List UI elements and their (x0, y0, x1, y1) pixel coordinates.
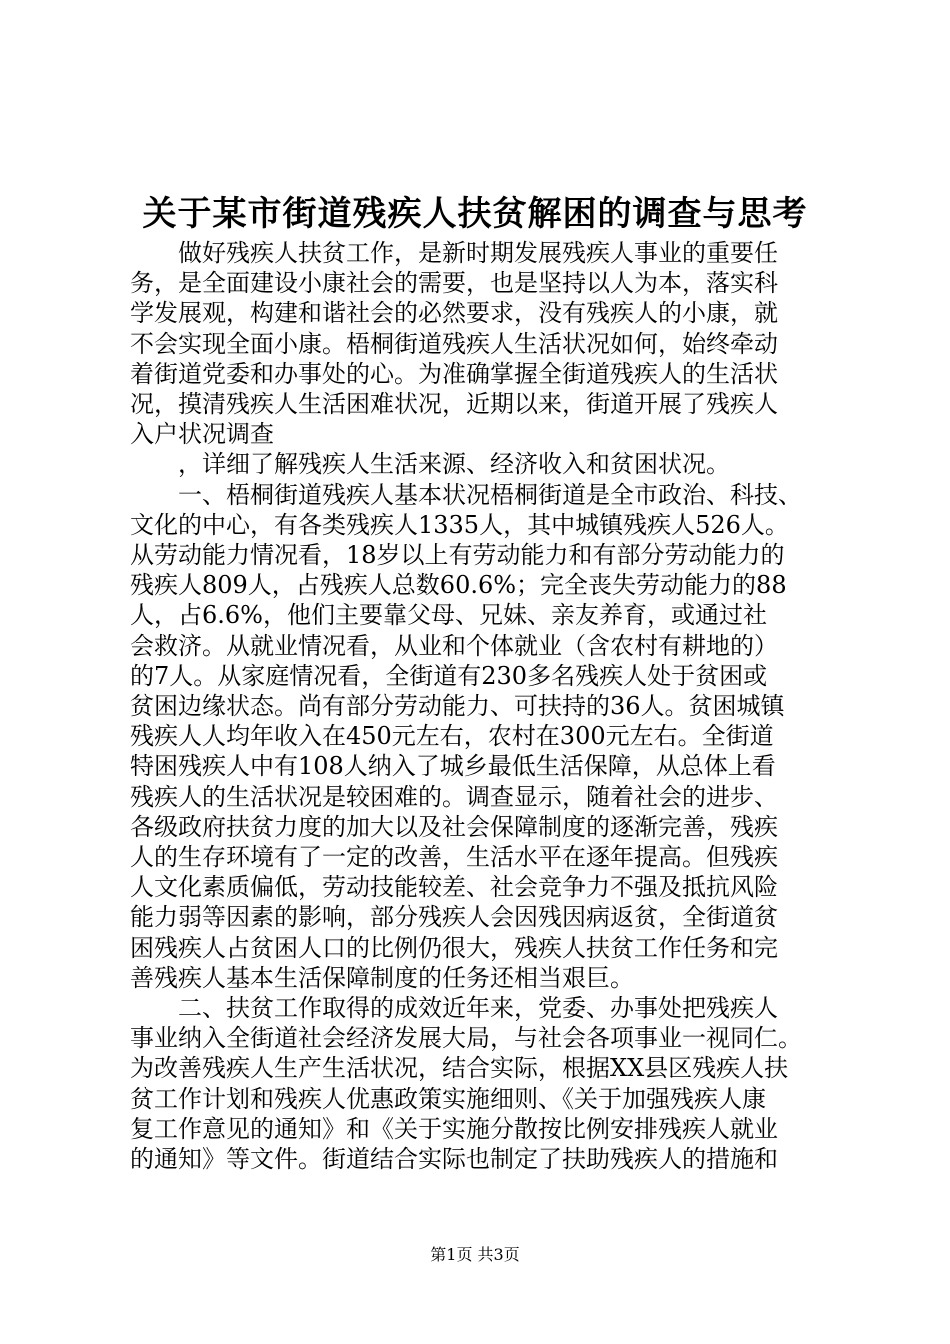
body-line: 人，占6.6%，他们主要靠父母、兄妹、亲友养育，或通过社 (130, 601, 767, 630)
body-line: 的7人。从家庭情况看，全街道有230多名残疾人处于贫困或 (130, 661, 768, 690)
body-line: 贫困边缘状态。尚有部分劳动能力、可扶持的36人。贫困城镇 (130, 692, 785, 720)
body-line: 人的生存环境有了一定的改善，生活水平在逐年提高。但残疾 (130, 843, 778, 871)
document-title: 关于某市街道残疾人扶贫解困的调查与思考 (142, 194, 808, 234)
body-line: 不会实现全面小康。梧桐街道残疾人生活状况如何，始终牵动 (130, 329, 778, 358)
body-line: 残疾人809人，占残疾人总数60.6%；完全丧失劳动能力的88 (130, 571, 787, 600)
body-line: 务，是全面建设小康社会的需要，也是坚持以人为本，落实科 (130, 269, 778, 298)
body-line: 事业纳入全街道社会经济发展大局，与社会各项事业一视同仁。 (130, 1024, 802, 1053)
body-line: 残疾人的生活状况是较困难的。调查显示，随着社会的进步、 (130, 782, 778, 811)
body-line: 善残疾人基本生活保障制度的任务还相当艰巨。 (130, 963, 634, 992)
body-line: 人文化素质偏低，劳动技能较差、社会竞争力不强及抵抗风险 (130, 873, 778, 902)
body-line: 复工作意见的通知》和《关于实施分散按比例安排残疾人就业 (130, 1114, 778, 1143)
body-line: 残疾人人均年收入在450元左右，农村在300元左右。全街道 (130, 722, 774, 751)
body-line: 况，摸清残疾人生活困难状况，近期以来，街道开展了残疾人 (130, 390, 778, 418)
page-footer: 第1页 共3页 (430, 1245, 520, 1264)
body-line: ，详细了解残疾人生活来源、经济收入和贫困状况。 (130, 450, 730, 479)
body-line: 会救济。从就业情况看，从业和个体就业（含农村有耕地的） (130, 631, 778, 660)
body-line: 各级政府扶贫力度的加大以及社会保障制度的逐渐完善，残疾 (130, 812, 778, 841)
body-line: 贫工作计划和残疾人优惠政策实施细则、《关于加强残疾人康 (130, 1084, 766, 1113)
body-line: 一、梧桐街道残疾人基本状况梧桐街道是全市政治、科技、 (130, 480, 802, 509)
body-line: 入户状况调查 (130, 420, 274, 449)
body-line: 的通知》等文件。街道结合实际也制定了扶助残疾人的措施和 (130, 1145, 778, 1173)
body-line: 从劳动能力情况看，18岁以上有劳动能力和有部分劳动能力的 (130, 541, 785, 569)
body-line: 能力弱等因素的影响，部分残疾人会因残因病返贫，全街道贫 (130, 903, 778, 932)
body-line: 困残疾人占贫困人口的比例仍很大，残疾人扶贫工作任务和完 (130, 933, 778, 962)
body-line: 着街道党委和办事处的心。为准确掌握全街道残疾人的生活状 (130, 359, 778, 388)
body-line: 做好残疾人扶贫工作，是新时期发展残疾人事业的重要任 (130, 239, 778, 267)
body-line: 为改善残疾人生产生活状况，结合实际，根据XX县区残疾人扶 (130, 1054, 789, 1083)
body-line: 学发展观，构建和谐社会的必然要求，没有残疾人的小康，就 (130, 299, 778, 328)
body-line: 特困残疾人中有108人纳入了城乡最低生活保障，从总体上看 (130, 752, 776, 781)
body-line: 二、扶贫工作取得的成效近年来，党委、办事处把残疾人 (130, 994, 778, 1022)
body-line: 文化的中心，有各类残疾人1335人，其中城镇残疾人526人。 (130, 510, 789, 539)
